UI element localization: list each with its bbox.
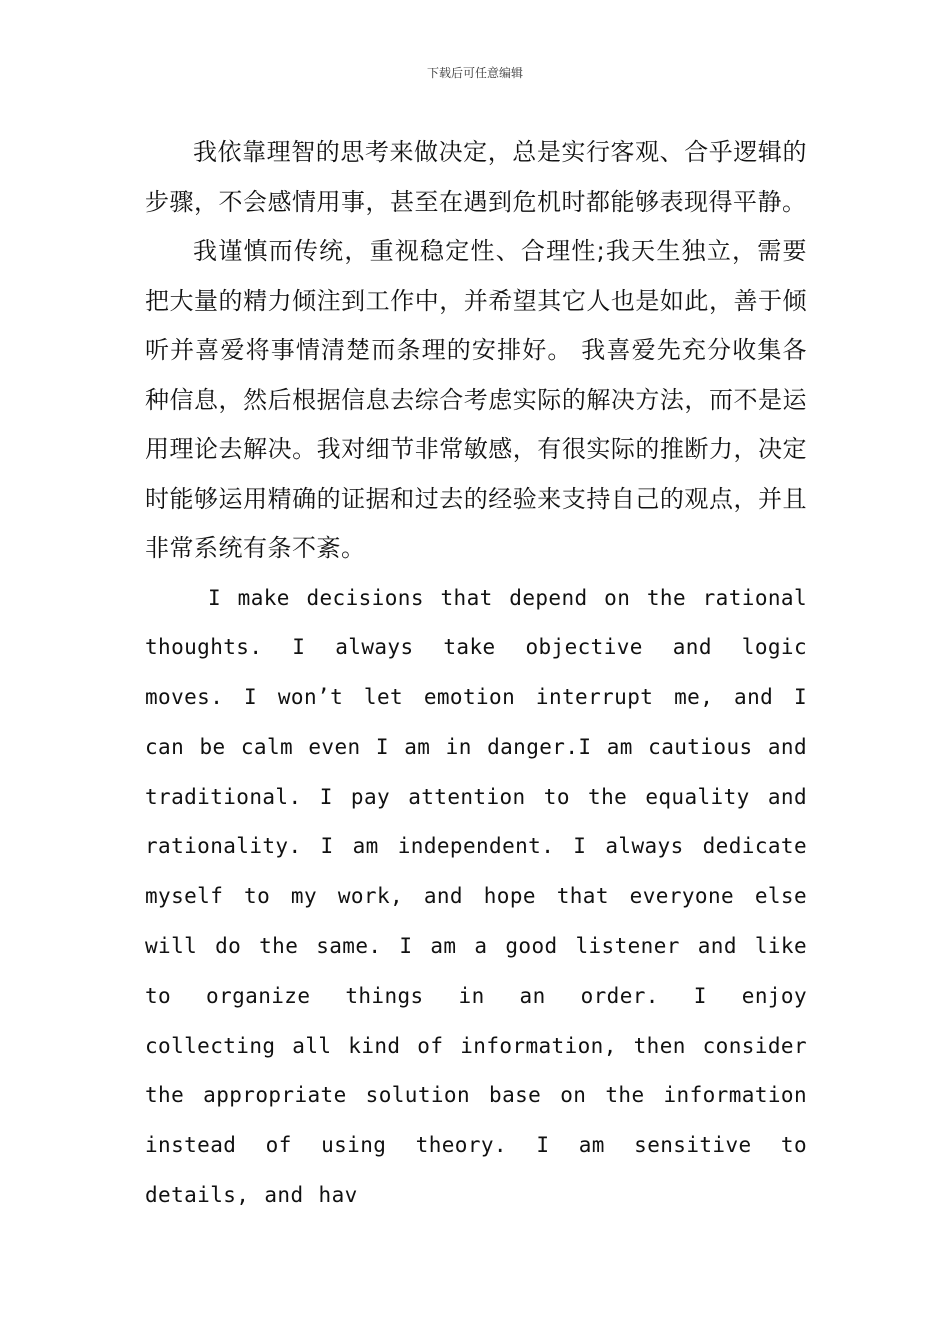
paragraph-chinese-2: 我谨慎而传统，重视稳定性、合理性;我天生独立，需要把大量的精力倾注到工作中，并希望其它人也是如此，善于倾听并喜爱将事情清楚而条理的安排好。 我喜爱先充分收集各种信息，然后根据信息去综合考虑实际的解决方法，而不是运用理论去解决。我对细节非常敏感，有很实际的推断力，决定时能够运用精确的证据和过去的经验来支持自己的观点，并且非常系统有条不紊。 (145, 237, 807, 562)
page-header-note: 下载后可任意编辑 (426, 66, 523, 80)
document-body (145, 128, 807, 1221)
paragraph-english: I make decisions that depend on the rational thoughts. I always take objective and logic moves. I won’t let emotion interrupt me, and I can be calm even I am in danger.I am cautious and traditional. I pay attention to the equality and rationality. I am independent. I always dedicate myself to my work, and hope that everyone else will do the same. I am a good listener and like to organize things in an order. I enjoy collecting all kind of information, then consider the appropriate solution base on the information instead of using theory. I am sensitive to details, and hav (145, 585, 807, 1208)
paragraph-chinese-1: 我依靠理智的思考来做决定，总是实行客观、合乎逻辑的步骤，不会感情用事，甚至在遇到危机时都能够表现得平静。 (145, 138, 807, 216)
